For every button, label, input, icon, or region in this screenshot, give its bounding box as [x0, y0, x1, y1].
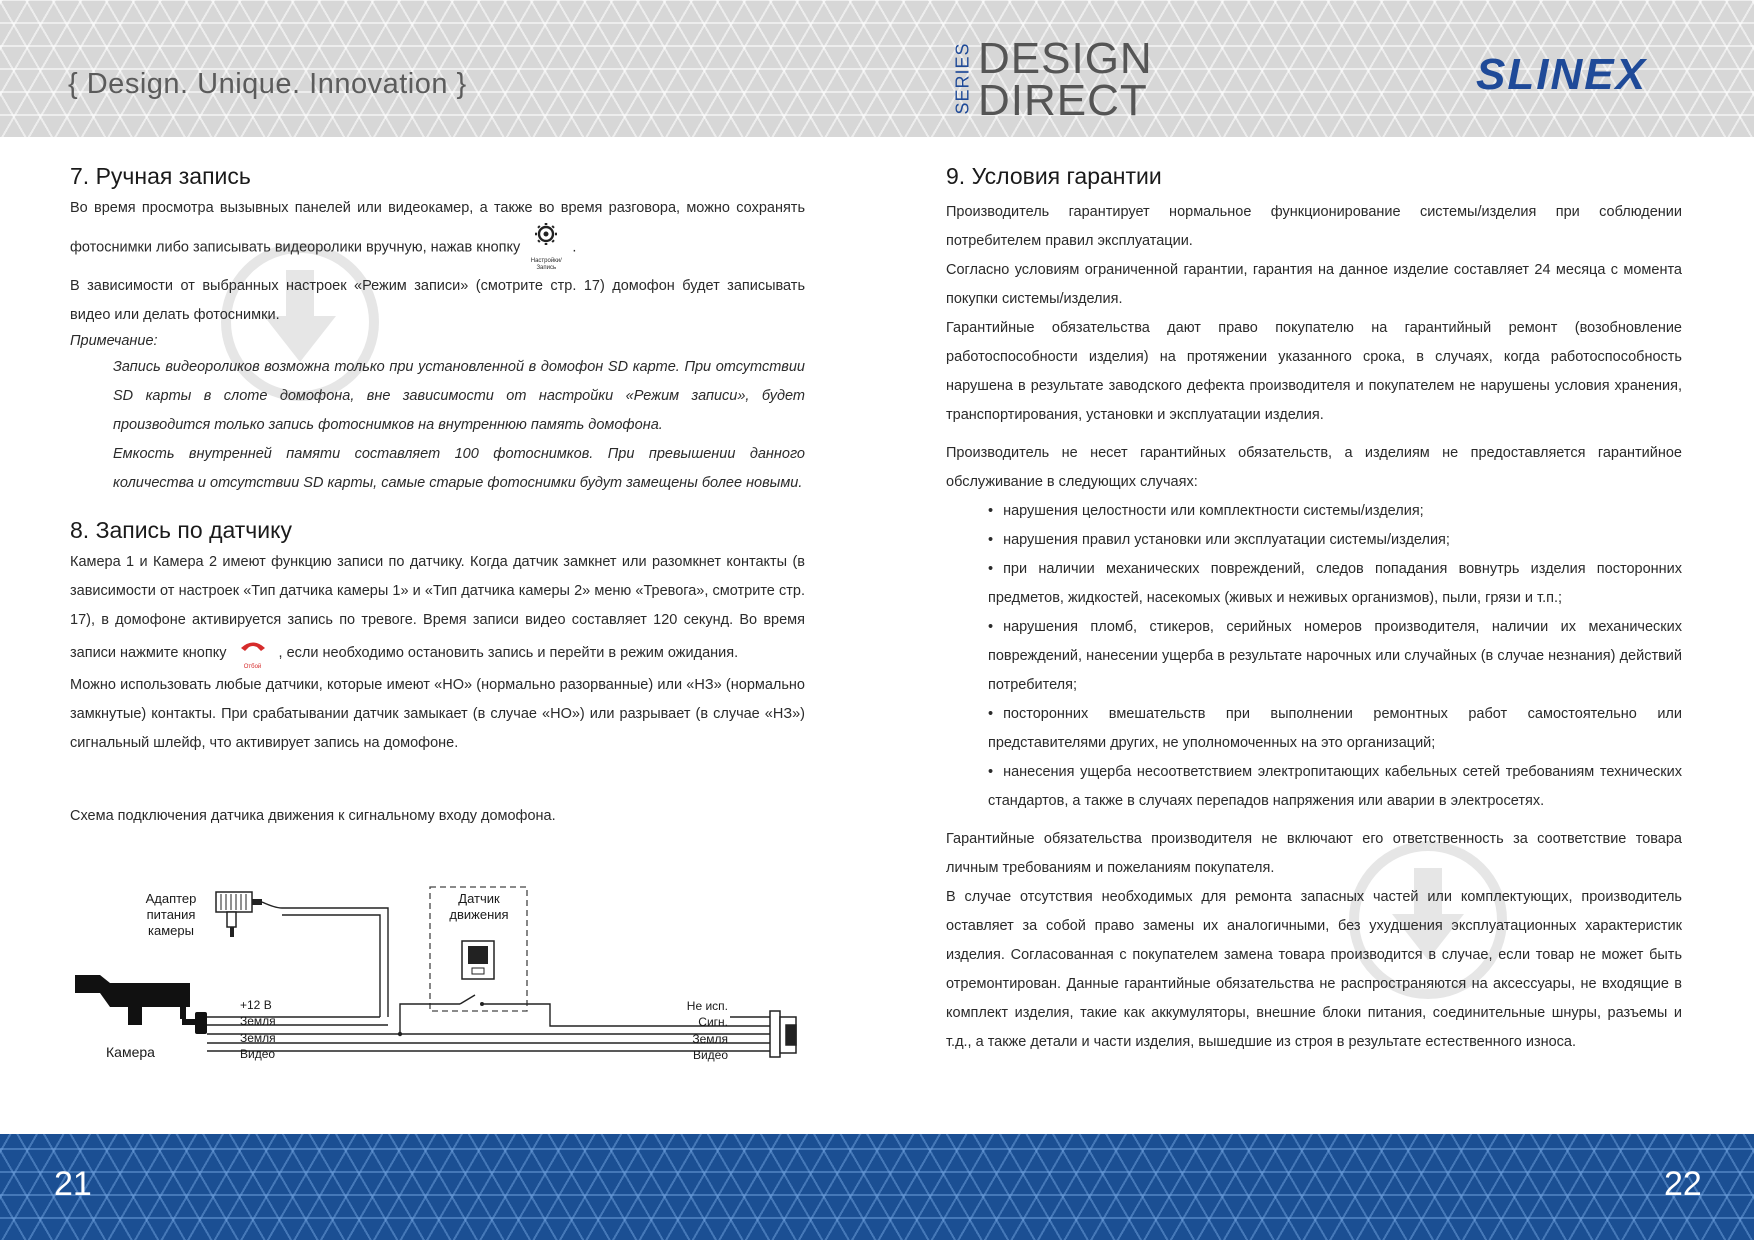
paragraph [70, 548, 805, 671]
brand-logo: SLINEX [1476, 50, 1647, 99]
list-item: • нарушения пломб, стикеров, серийных номеров производителя, наличии их механических повреждений, нанесении ущерба в результате нарочных или случайных (в случае незнания) действий потребителя; [988, 613, 1682, 700]
text-fragment: Камера 1 и Камера 2 имеют функцию записи по датчику. Когда датчик замкнет или разомкнет контакты (в зависимости от настроек «Тип датчика камеры 1» и «Тип датчика камеры 2» меню «Тревога», смотрите стр. 17), в домофоне активируется запись по тревоге. Время записи видео составляет 120 секунд. Во время записи нажмите кнопку [70, 554, 805, 661]
series-vertical-text: SERIES [952, 42, 973, 115]
adapter-label: Адаптер питания камеры [145, 891, 197, 938]
left-page [70, 158, 805, 831]
list-item: • при наличии механических повреждений, следов попадания вовнутрь изделия посторонних предметов, жидкостей, насекомых (живых и неживых организмов), пыли, грязи и т.п.; [988, 555, 1682, 613]
paragraph: Гарантийные обязательства дают право покупателю на гарантийный ремонт (возобновление работоспособности изделия) на протяжении указанного срока, в случаях, когда работоспособность нарушена в результате заводского дефекта производителя и покупателем не нарушены условия хранения, транспортирования, установки и эксплуатации изделия. [946, 320, 1682, 423]
text-fragment: , если необходимо остановить запись и перейти в режим ожидания. [278, 644, 739, 661]
paragraph [70, 194, 805, 272]
series-logo [948, 34, 1153, 125]
right-wire-label: Видео [692, 1048, 728, 1062]
power-adapter-shape [216, 892, 262, 937]
paragraph: Можно использовать любые датчики, которые имеют «НО» (нормально разорванные) или «НЗ» (нормально замкнутые) контакты. При срабатывании датчик замыкает (в случае «НО») или разрывает (в случае «НЗ») сигнальный шлейф, что активирует запись на домофоне. [70, 677, 805, 751]
page-number-right: 22 [1664, 1165, 1702, 1203]
warranty-exclusions-list [946, 497, 1682, 816]
page-footer [0, 1134, 1754, 1240]
text-fragment: Во время просмотра вызывных панелей или видеокамер, а также во время разговора, можно сохранять фотоснимки либо записывать видеоролики вручную, нажав кнопку [70, 200, 805, 256]
section-title-manual-recording: 7. Ручная запись [70, 163, 251, 189]
camera-shape [75, 975, 207, 1034]
connector-shape [770, 1011, 796, 1057]
section-title-sensor-recording: 8. Запись по датчику [70, 517, 292, 543]
wiring-diagram [70, 875, 810, 1075]
right-wire-label: Земля [692, 1032, 728, 1046]
paragraph: Гарантийные обязательства производителя не включают его ответственность за соответствие товара личным требованиям и пожеланиям покупателя. [946, 831, 1682, 876]
paragraph: Согласно условиям ограниченной гарантии, гарантия на данное изделие составляет 24 месяца с момента покупки системы/изделия. [946, 262, 1682, 307]
page-number-left: 21 [54, 1165, 92, 1203]
page-header [0, 0, 1754, 137]
note-paragraph: Запись видеороликов возможна только при установленной в домофон SD карте. При отсутствии SD карты в слоте домофона, вне зависимости от настройки «Режим записи», будет производится только запись фотоснимков на внутреннюю память домофона. [113, 359, 805, 433]
section-title-warranty: 9. Условия гарантии [946, 163, 1162, 189]
left-wire-label: Земля [240, 1014, 276, 1028]
right-page [946, 158, 1682, 1057]
left-wire-label: Земля [240, 1031, 276, 1045]
text-fragment: . [572, 239, 577, 256]
diagram-caption: Схема подключения датчика движения к сигнальному входу домофона. [70, 808, 556, 824]
tagline: { Design. Unique. Innovation } [68, 68, 467, 100]
icon-caption: Отбой [243, 664, 262, 670]
right-wire-label: Сигн. [698, 1015, 728, 1029]
paragraph: В зависимости от выбранных настроек «Режим записи» (смотрите стр. 17) домофон будет записывать видео или делать фотоснимки. [70, 278, 805, 323]
list-item: • нанесения ущерба несоответствием электропитающих кабельных сетей требованиям технических стандартов, а также в случаях перепадов напряжения или аварии в электросетях. [988, 758, 1682, 816]
paragraph: Производитель гарантирует нормальное функционирование системы/изделия при соблюдении потребителем правил эксплуатации. [946, 204, 1682, 249]
left-wire-label: Видео [240, 1047, 276, 1061]
icon-caption: Настройки/ Запись [530, 258, 562, 271]
sensor-label: Датчик движения [449, 891, 509, 922]
paragraph: В случае отсутствия необходимых для ремонта запасных частей или комплектующих, производитель оставляет за собой право замены их аналогичными, без ухудшения эксплуатационных характеристик изделия. Согласованная с покупателем замена товара производится в случае, если товар не может быть отремонтирован. Данные гарантийные обязательства не распространяются на аксессуары, не входящие в комплект изделия, такие как аккумуляторы, внешние блоки питания, соединительные шнуры, разъемы и т.д., а также детали и части изделия, вышедшие из строя в результате естественного износа. [946, 889, 1682, 1050]
camera-label: Камера [106, 1044, 155, 1060]
hangup-button-icon [231, 635, 275, 671]
phone-hangup-icon [238, 639, 268, 653]
left-wire-label: +12 В [240, 998, 272, 1012]
gear-icon [524, 223, 568, 253]
note-label: Примечание: [70, 333, 158, 349]
settings-button-icon [524, 223, 568, 272]
motion-sensor-shape [462, 941, 494, 979]
series-design-word: DESIGN [978, 34, 1153, 83]
paragraph: Производитель не несет гарантийных обязательств, а изделиям не предоставляется гарантийное обслуживание в следующих случаях: [946, 445, 1682, 490]
series-direct-word: DIRECT [978, 76, 1148, 125]
list-item: • посторонних вмешательств при выполнении ремонтных работ самостоятельно или представителями других, не уполномоченных на это организаций; [988, 700, 1682, 758]
right-wire-label: Не исп. [686, 999, 728, 1013]
note-paragraph: Емкость внутренней памяти составляет 100 фотоснимков. При превышении данного количества и отсутствии SD карты, самые старые фотоснимки будут замещены более новыми. [113, 446, 805, 491]
list-item: • нарушения целостности или комплектности системы/изделия; [988, 497, 1682, 526]
list-item: • нарушения правил установки или эксплуатации системы/изделия; [988, 526, 1682, 555]
